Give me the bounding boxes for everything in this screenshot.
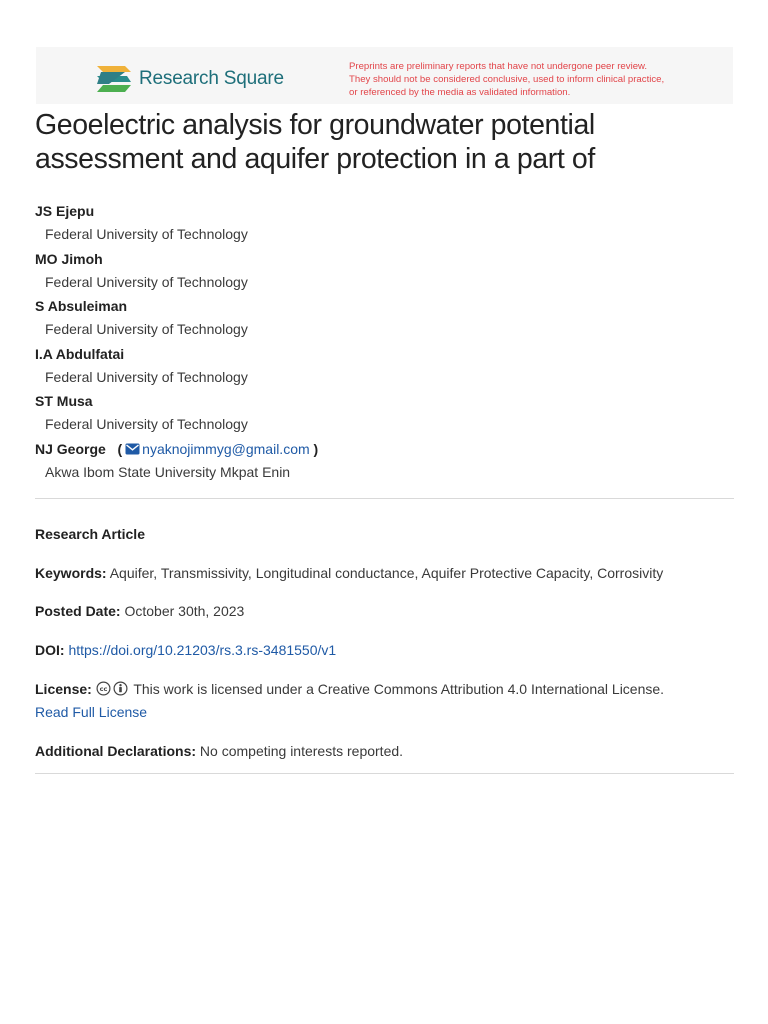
keywords-value: Aquifer, Transmissivity, Longitudinal conductance, Aquifer Protective Capacity, Corrosivity	[109, 565, 664, 581]
author-affiliation: Federal University of Technology	[45, 368, 248, 385]
paper-title: Geoelectric analysis for groundwater potential assessment and aquifer protection in a part of	[35, 109, 595, 175]
envelope-icon	[125, 443, 140, 455]
read-full-license-link[interactable]: Read Full License	[35, 704, 148, 720]
preprint-disclaimer	[349, 60, 729, 99]
svg-text:cc: cc	[99, 685, 108, 693]
doi-row	[35, 639, 735, 662]
article-type-label: Research Article	[35, 526, 145, 542]
author-affiliation: Federal University of Technology	[45, 416, 248, 433]
author-name: S Absuleiman	[35, 298, 128, 315]
keywords-label: Keywords:	[35, 565, 107, 581]
license-text: This work is licensed under a Creative Commons Attribution 4.0 International License.	[133, 681, 665, 697]
declarations-label: Additional Declarations:	[35, 743, 197, 759]
disclaimer-line: They should not be considered conclusive, used to inform clinical practice,	[349, 74, 665, 85]
author-name: MO Jimoh	[35, 250, 103, 267]
author-name: ST Musa	[35, 393, 93, 410]
doi-link[interactable]: https://doi.org/10.21203/rs.3.rs-3481550/v1	[68, 642, 337, 658]
author-entry	[35, 200, 735, 248]
author-name: JS Ejepu	[35, 203, 95, 219]
license-label: License:	[35, 681, 92, 697]
declarations-row	[35, 740, 735, 763]
author-entry	[35, 343, 735, 391]
declarations-value: No competing interests reported.	[199, 743, 404, 759]
research-square-logo[interactable]	[95, 64, 284, 94]
author-affiliation: Federal University of Technology	[45, 321, 248, 338]
email-open-paren: (	[109, 440, 123, 457]
author-entry	[35, 295, 735, 343]
email-close-paren: )	[309, 440, 319, 457]
author-affiliation: Federal University of Technology	[45, 273, 248, 290]
research-square-logo-icon	[95, 64, 133, 94]
author-entry	[35, 248, 735, 296]
author-email-link[interactable]: nyaknojimmyg@gmail.com	[142, 440, 310, 457]
posted-date-row	[35, 600, 735, 623]
author-affiliation: Akwa Ibom State University Mkpat Enin	[45, 463, 291, 480]
article-type	[35, 523, 735, 546]
author-name: I.A Abdulfatai	[35, 345, 125, 362]
divider	[35, 773, 734, 774]
author-entry	[35, 438, 735, 486]
keywords-row	[35, 562, 735, 585]
posted-date-label: Posted Date:	[35, 603, 121, 619]
posted-date-value: October 30th, 2023	[124, 603, 245, 619]
author-affiliation: Federal University of Technology	[45, 226, 248, 242]
disclaimer-line: or referenced by the media as validated information.	[349, 87, 571, 98]
author-list	[35, 200, 735, 486]
doi-label: DOI:	[35, 642, 65, 658]
author-name-with-email	[35, 438, 735, 460]
author-entry	[35, 390, 735, 438]
brand-name: Research Square	[139, 68, 284, 89]
attribution-icon	[113, 681, 128, 696]
author-name: NJ George	[35, 440, 106, 457]
disclaimer-line: Preprints are preliminary reports that have not undergone peer review.	[349, 61, 648, 72]
creative-commons-icon	[96, 681, 111, 696]
divider	[35, 498, 734, 499]
license-row	[35, 678, 735, 724]
